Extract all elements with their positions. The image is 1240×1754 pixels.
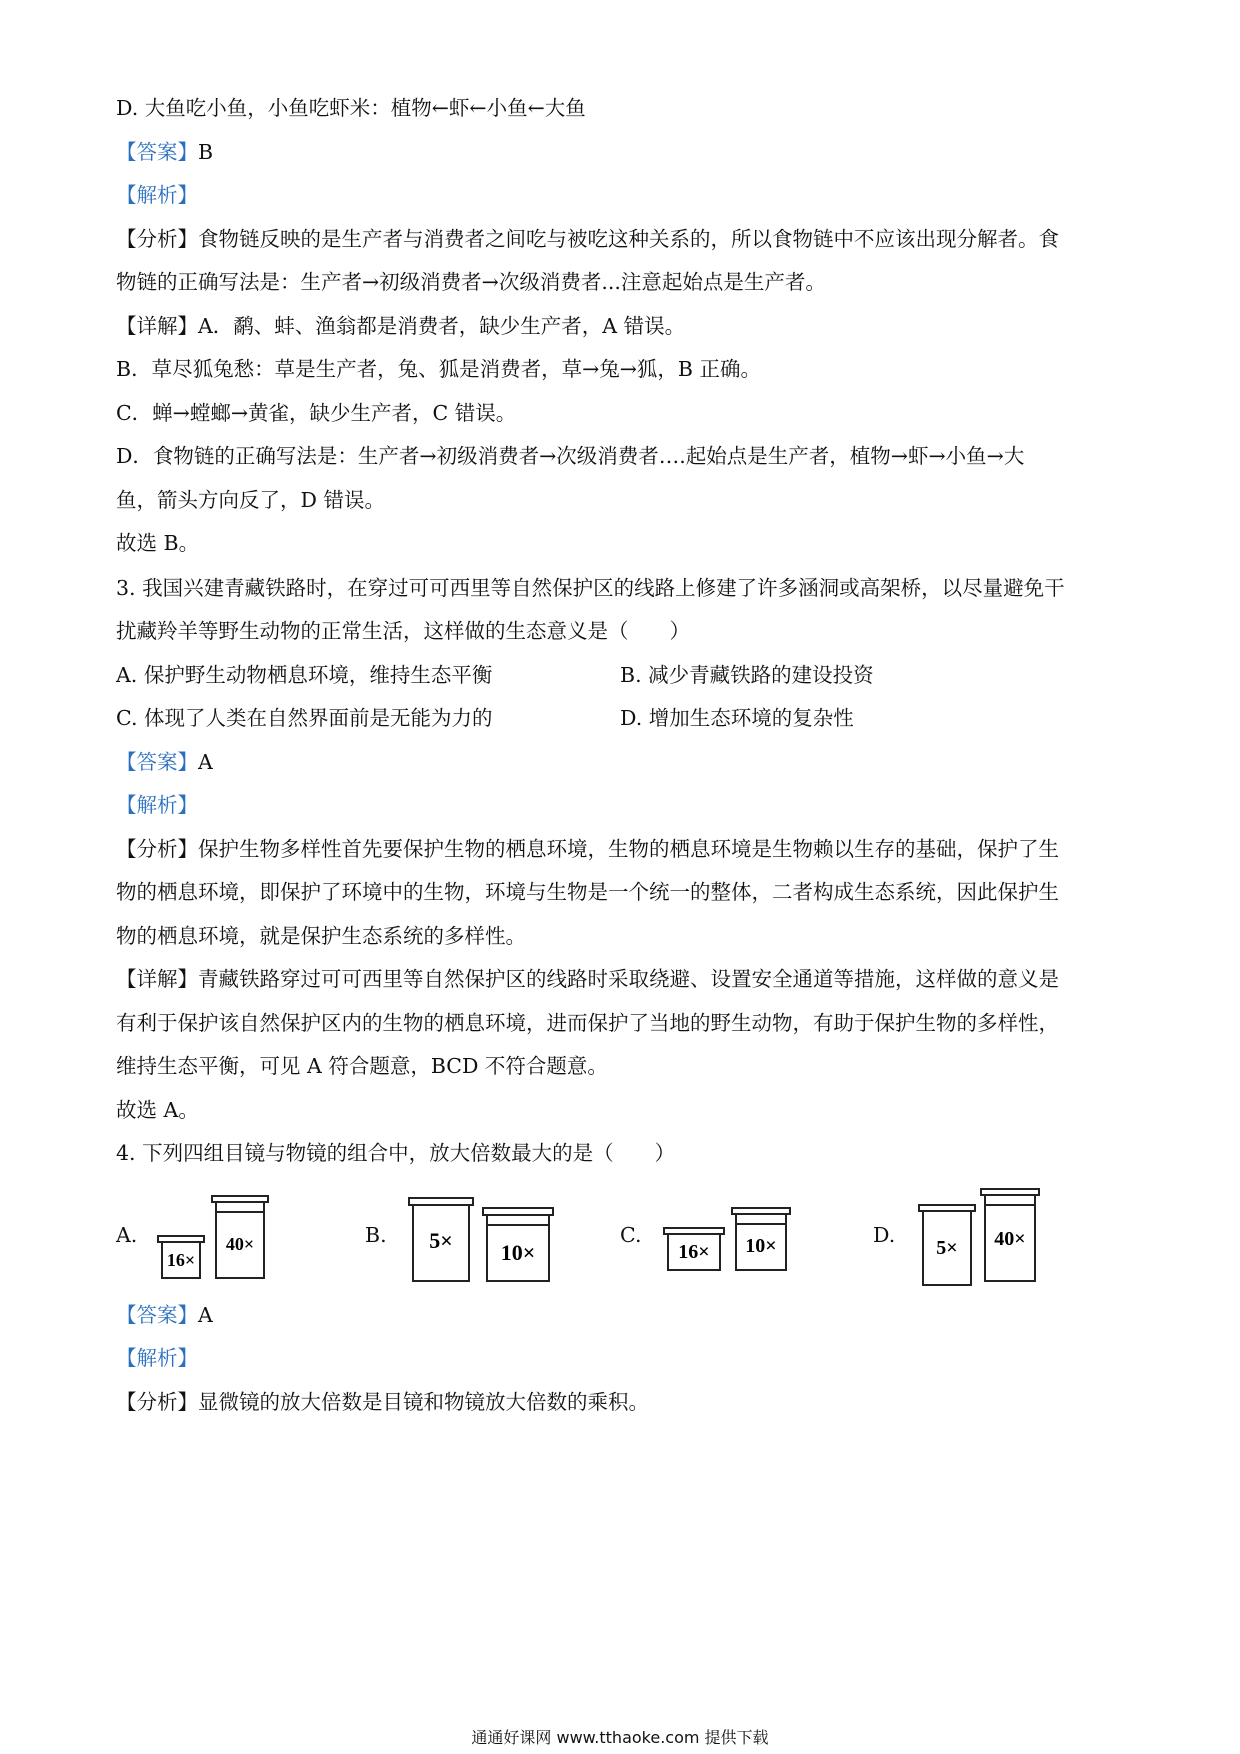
option-a: A. 保护野生动物栖息环境，维持生态平衡	[116, 663, 493, 687]
footer: 通通好课网 www.tthaoke.com 提供下载	[471, 1728, 769, 1747]
answer-line	[116, 137, 213, 167]
text-line: 物的栖息环境，就是保护生态系统的多样性。	[116, 924, 526, 948]
eyepiece-label: 16×	[166, 1250, 196, 1270]
text-line: D. 大鱼吃小鱼，小鱼吃虾米：植物←虾←小鱼←大鱼	[116, 96, 586, 120]
lens-set-a	[150, 1190, 280, 1290]
text-line: 故选 B。	[116, 531, 200, 555]
lens-set-d	[915, 1185, 1045, 1295]
eyepiece-label: 5×	[429, 1228, 453, 1253]
answer-line	[116, 747, 213, 777]
question-3-text: 扰藏羚羊等野生动物的正常生活，这样做的生态意义是（ ）	[116, 619, 690, 643]
analysis-tag: 【分析】	[116, 227, 198, 251]
question-4-text: 4. 下列四组目镜与物镜的组合中，放大倍数最大的是（ ）	[116, 1141, 676, 1165]
text-line: 物链的正确写法是：生产者→初级消费者→次级消费者...注意起始点是生产者。	[116, 270, 826, 294]
objective-label: 40×	[994, 1228, 1026, 1250]
detail-tag: 【详解】	[116, 314, 198, 338]
text-line: 物的栖息环境，即保护了环境中的生物，环境与生物是一个统一的整体，二者构成生态系统，因此保护生	[116, 880, 1059, 904]
text-line: 鱼，箭头方向反了，D 错误。	[116, 488, 385, 512]
lens-set-c	[660, 1190, 800, 1290]
text-line: D．食物链的正确写法是：生产者→初级消费者→次级消费者….起始点是生产者，植物→虾→小鱼→大	[116, 444, 1025, 468]
analysis-heading: 【解析】	[116, 1346, 198, 1370]
text-line	[116, 834, 1059, 864]
eyepiece-label: 16×	[678, 1241, 710, 1263]
detail-tag: 【详解】	[116, 967, 198, 991]
objective-label: 10×	[745, 1235, 777, 1257]
option-d: D. 增加生态环境的复杂性	[620, 706, 854, 730]
answer-line	[116, 1300, 213, 1330]
figure-option-b-label: B.	[365, 1223, 387, 1247]
objective-label: 10×	[500, 1240, 536, 1265]
text-line	[116, 964, 1059, 994]
text-line: B．草尽狐兔愁：草是生产者，兔、狐是消费者，草→兔→狐，B 正确。	[116, 357, 761, 381]
text-line: C．蝉→螳螂→黄雀，缺少生产者，C 错误。	[116, 401, 517, 425]
analysis-heading: 【解析】	[116, 793, 198, 817]
objective-label: 40×	[225, 1234, 255, 1254]
answer-tag: 【答案】	[116, 1303, 198, 1327]
text-line	[116, 1387, 649, 1417]
answer-tag: 【答案】	[116, 140, 198, 164]
answer-tag: 【答案】	[116, 750, 198, 774]
detail-text: A．鹬、蚌、渔翁都是消费者，缺少生产者，A 错误。	[198, 314, 686, 338]
figure-option-d-label: D.	[873, 1223, 896, 1247]
analysis-text: 显微镜的放大倍数是目镜和物镜放大倍数的乘积。	[198, 1390, 649, 1414]
text-line	[116, 311, 685, 341]
answer-value: A	[198, 750, 213, 774]
analysis-text: 保护生物多样性首先要保护生物的栖息环境，生物的栖息环境是生物赖以生存的基础，保护了生	[198, 837, 1059, 861]
analysis-heading: 【解析】	[116, 183, 198, 207]
text-line: 维持生态平衡，可见 A 符合题意，BCD 不符合题意。	[116, 1054, 608, 1078]
option-b: B. 减少青藏铁路的建设投资	[620, 663, 874, 687]
question-3-text: 3. 我国兴建青藏铁路时，在穿过可可西里等自然保护区的线路上修建了许多涵洞或高架桥，以尽量避免干	[116, 576, 1065, 600]
lens-set-b	[405, 1190, 565, 1290]
text-line: 有利于保护该自然保护区内的生物的栖息环境，进而保护了当地的野生动物，有助于保护生物的多样性，	[116, 1011, 1059, 1035]
eyepiece-label: 5×	[936, 1237, 958, 1259]
answer-value: B	[198, 140, 214, 164]
text-line	[116, 224, 1059, 254]
analysis-tag: 【分析】	[116, 1390, 198, 1414]
option-c: C. 体现了人类在自然界面前是无能为力的	[116, 706, 493, 730]
text-line: 故选 A。	[116, 1098, 199, 1122]
analysis-tag: 【分析】	[116, 837, 198, 861]
option-row	[116, 660, 492, 690]
figure-option-a-label: A.	[116, 1223, 138, 1247]
answer-value: A	[198, 1303, 213, 1327]
analysis-text: 食物链反映的是生产者与消费者之间吃与被吃这种关系的，所以食物链中不应该出现分解者。食	[198, 227, 1059, 251]
detail-text: 青藏铁路穿过可可西里等自然保护区的线路时采取绕避、设置安全通道等措施，这样做的意义是	[198, 967, 1059, 991]
figure-option-c-label: C.	[620, 1223, 642, 1247]
